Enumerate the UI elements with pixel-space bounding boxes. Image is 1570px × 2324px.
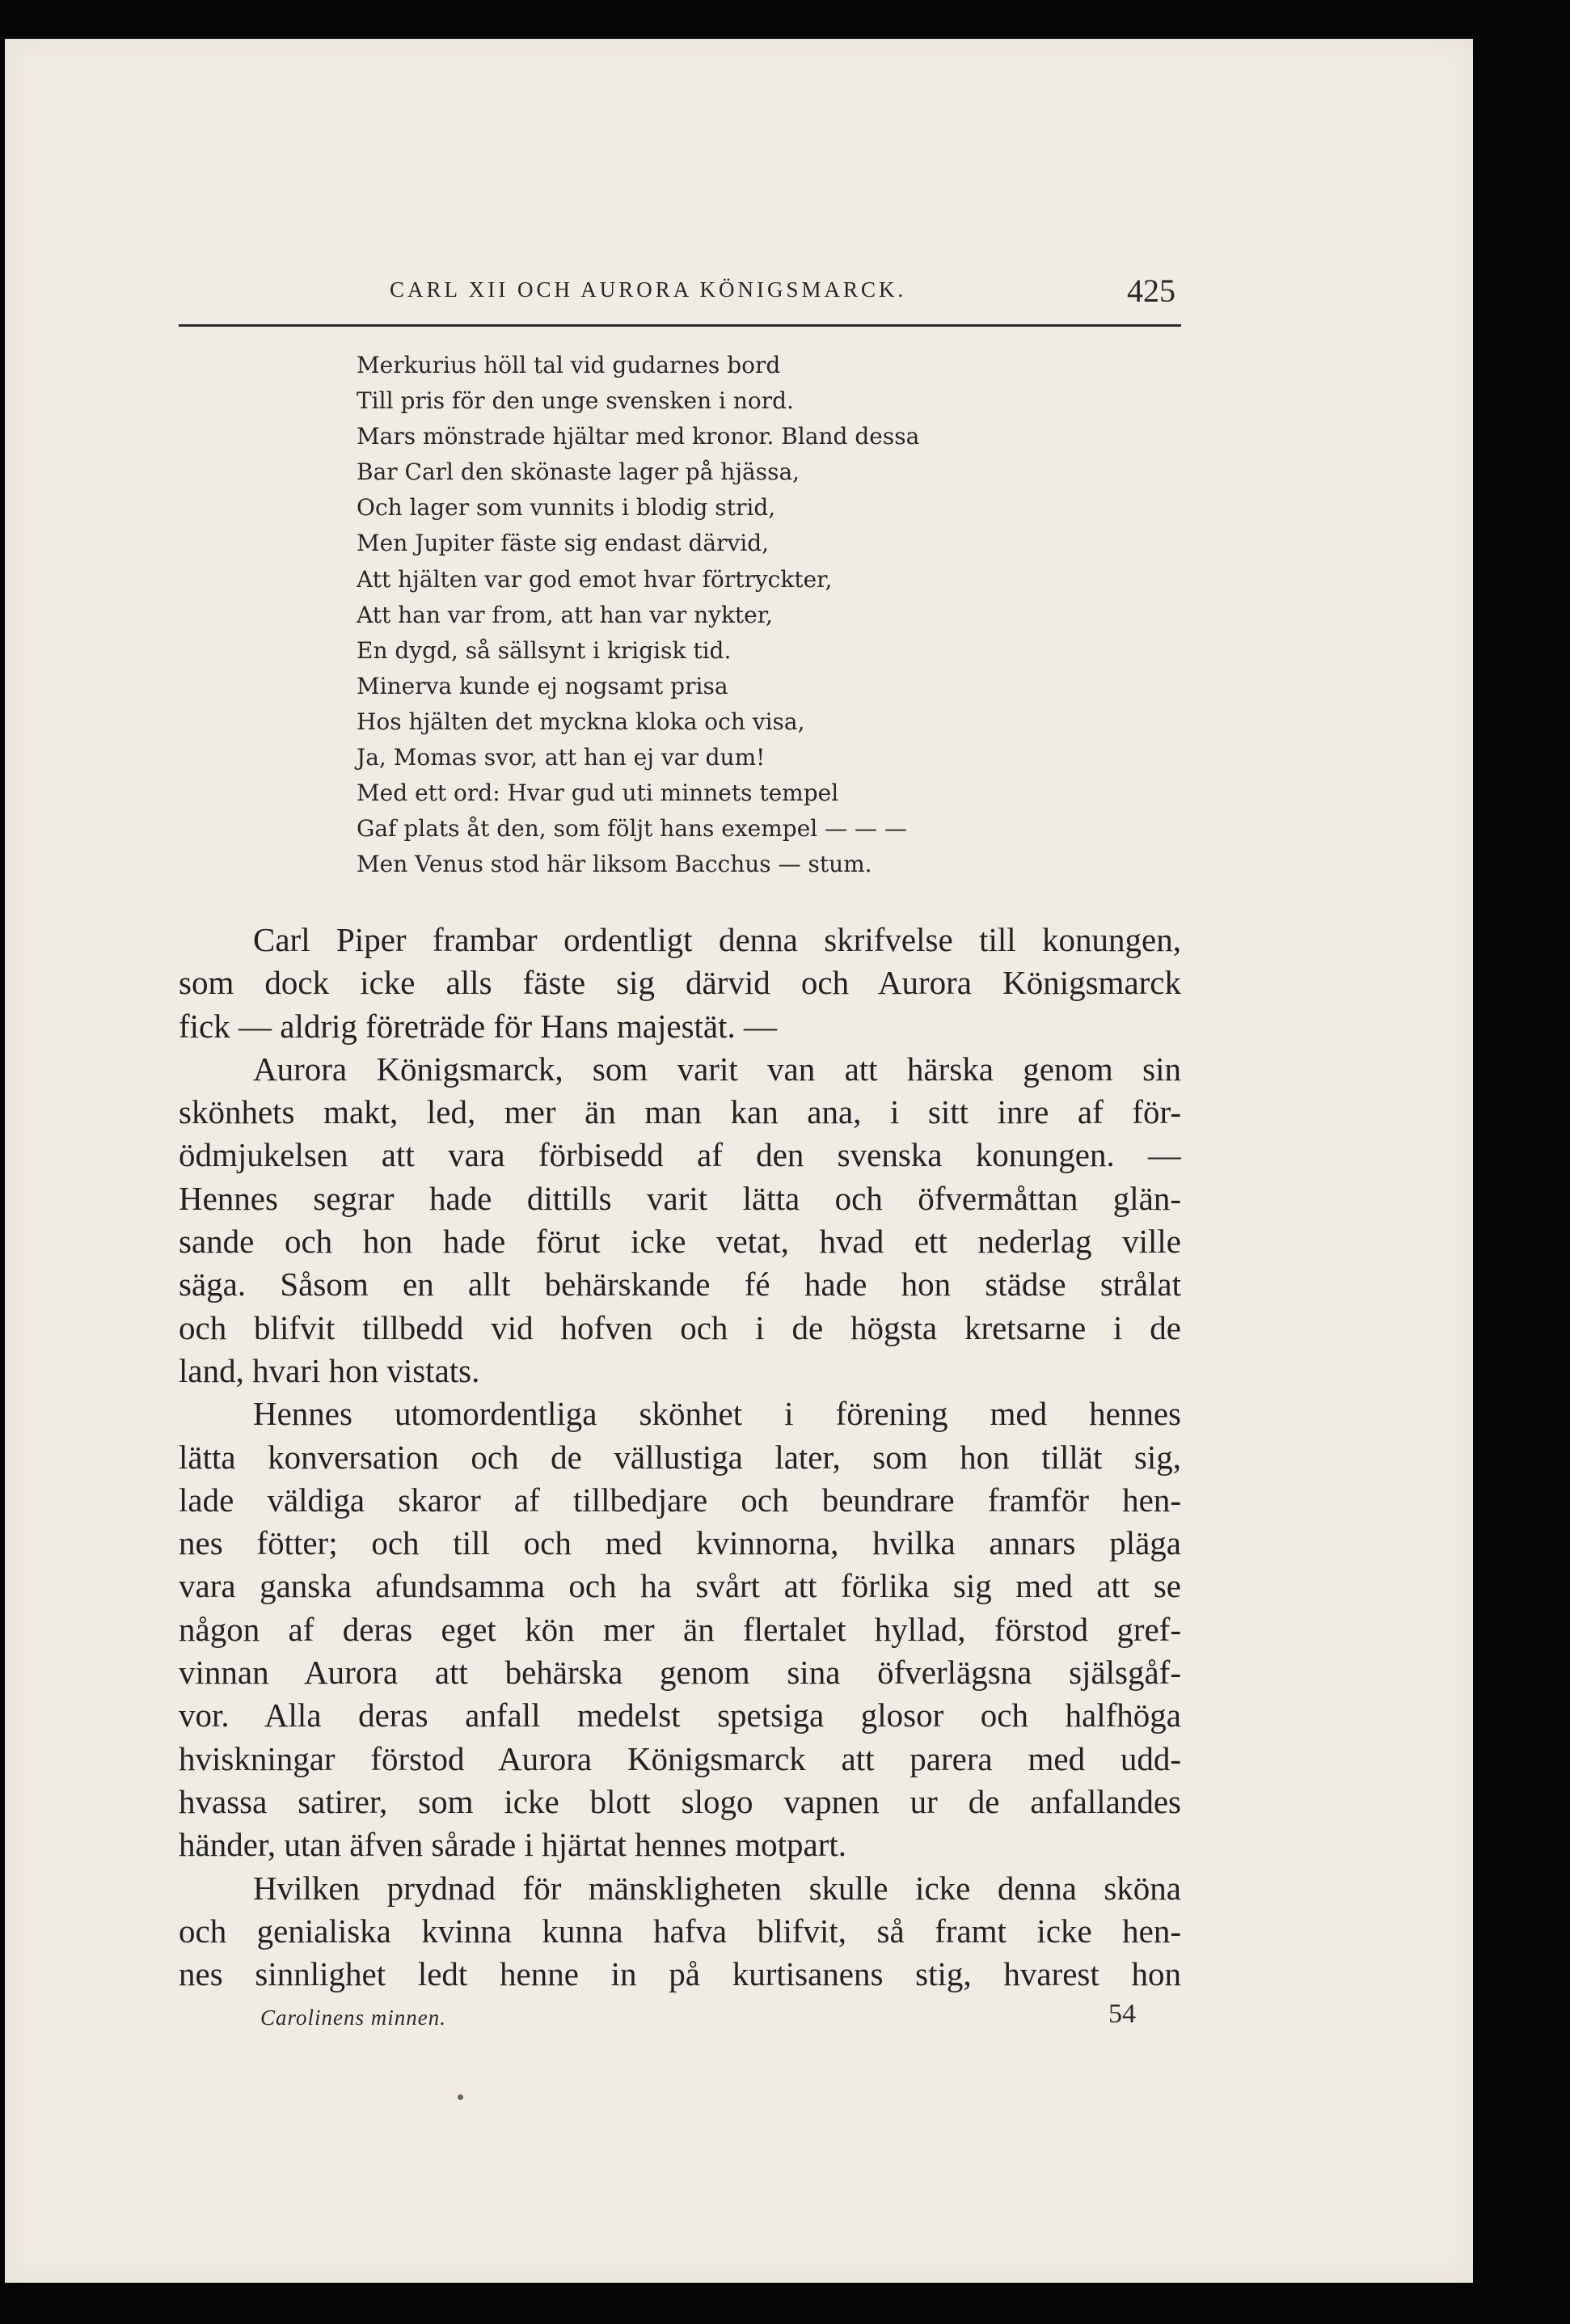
poem-line: Gaf plats åt den, som följt hans exempel — — — <box>357 815 907 843</box>
poem-line: Mars mönstrade hjältar med kronor. Bland dessa <box>357 423 920 450</box>
prose-line: lade väldiga skaror af tillbedjare och beundrare framför hen- <box>179 1481 1181 1519</box>
header-rule <box>179 324 1181 327</box>
prose-line: Aurora Königsmarck, som varit van att härska genom sin <box>253 1050 1181 1088</box>
prose-line: nes sinnlighet ledt henne in på kurtisanens stig, hvarest hon <box>179 1955 1181 1993</box>
poem-block <box>357 348 1084 882</box>
poem-line: Bar Carl den skönaste lager på hjässa, <box>357 458 800 486</box>
prose-line: hvassa satirer, som icke blott slogo vapnen ur de anfallandes <box>179 1782 1181 1820</box>
body-text <box>179 919 1181 1996</box>
prose-line: Carl Piper frambar ordentligt denna skrifvelse till konungen, <box>253 921 1181 958</box>
prose-line: land, hvari hon vistats. <box>179 1351 480 1389</box>
page-number: 425 <box>1127 273 1175 309</box>
prose-line: som dock icke alls fäste sig därvid och Aurora Königsmarck <box>179 964 1181 1002</box>
prose-line: sande och hon hade förut icke vetat, hvad ett nederlag ville <box>179 1223 1181 1261</box>
sheet-number: 54 <box>1108 1999 1136 2029</box>
poem-line: En dygd, så sällsynt i krigisk tid. <box>357 636 732 664</box>
prose-line: lätta konversation och de vällustiga later, som hon tillät sig, <box>179 1438 1181 1476</box>
poem-line: Men Jupiter fäste sig endast därvid, <box>357 530 770 557</box>
book-page <box>5 39 1473 2283</box>
prose-line: Hvilken prydnad för mänskligheten skulle icke denna sköna <box>253 1869 1181 1907</box>
poem-line: Att han var from, att han var nykter, <box>357 601 773 628</box>
prose-line: skönhets makt, led, mer än man kan ana, i sitt inre af för- <box>179 1093 1181 1131</box>
running-header: CARL XII OCH AURORA KÖNIGSMARCK. <box>390 277 907 302</box>
poem-line: Ja, Momas svor, att han ej var dum! <box>357 744 766 771</box>
prose-line: ödmjukelsen att vara förbisedd af den svenska konungen. — <box>179 1136 1181 1174</box>
prose-line: och blifvit tillbedd vid hofven och i de högsta kretsarne i de <box>179 1308 1181 1346</box>
prose-line: vinnan Aurora att behärska genom sina öfverlägsna själsgåf- <box>179 1654 1181 1692</box>
prose-line: någon af deras eget kön mer än flertalet hyllad, förstod gref- <box>179 1610 1181 1648</box>
poem-line: Merkurius höll tal vid gudarnes bord <box>357 352 781 378</box>
poem-line: Och lager som vunnits i blodig strid, <box>357 494 776 522</box>
prose-line: Hennes utomordentliga skönhet i förening med hennes <box>253 1395 1181 1433</box>
poem-line: Men Venus stod här liksom Bacchus — stum. <box>357 851 872 878</box>
prose-line: Hennes segrar hade dittills varit lätta och öfvermåttan glän- <box>179 1179 1181 1217</box>
poem-line: Att hjälten var god emot hvar förtryckter, <box>357 565 833 593</box>
prose-line: fick — aldrig företräde för Hans majestät. — <box>179 1007 778 1045</box>
poem-line: Minerva kunde ej nogsamt prisa <box>357 672 728 699</box>
prose-line: hviskningar förstod Aurora Königsmarck att parera med udd- <box>179 1739 1181 1777</box>
prose-line: nes fötter; och till och med kvinnorna, hvilka annars pläga <box>179 1524 1181 1562</box>
printer-signature: Carolinens minnen. <box>260 2005 446 2030</box>
prose-line: vor. Alla deras anfall medelst spetsiga glosor och halfhöga <box>179 1697 1181 1735</box>
poem-line: Hos hjälten det myckna kloka och visa, <box>357 708 805 735</box>
poem-line: Till pris för den unge svensken i nord. <box>357 387 794 415</box>
prose-line: och genialiska kvinna kunna hafva blifvit, så framt icke hen- <box>179 1912 1181 1950</box>
paper-speck <box>458 2094 463 2100</box>
poem-line: Med ett ord: Hvar gud uti minnets tempel <box>357 780 839 807</box>
prose-line: händer, utan äfven sårade i hjärtat hennes motpart. <box>179 1826 846 1864</box>
prose-line: säga. Såsom en allt behärskande fé hade hon städse strålat <box>179 1266 1181 1304</box>
prose-line: vara ganska afundsamma och ha svårt att förlika sig med att se <box>179 1567 1181 1605</box>
